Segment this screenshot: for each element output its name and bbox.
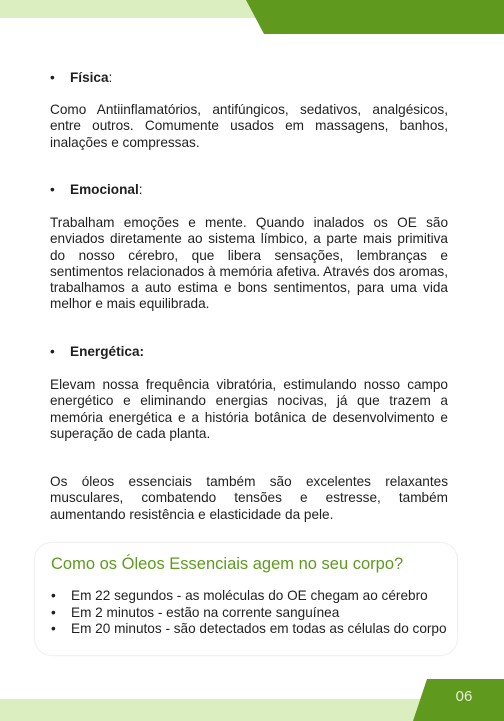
bullet-marker: • <box>51 621 56 637</box>
list-item <box>51 588 447 605</box>
section-text-fisica: Como Antiinflamatórios, antifúngicos, sedativos, analgésicos, entre outros. Comumente usados em massagens, banhos, inalações e compressas. <box>50 102 448 150</box>
page-number: 06 <box>455 688 473 705</box>
list-item-text: Em 2 minutos - estão na corrente sanguínea <box>71 604 340 620</box>
section-heading-fisica <box>50 70 112 86</box>
section-text-emocional: Trabalham emoções e mente. Quando inalados os OE são enviados diretamente ao sistema límbico, a parte mais primitiva do nosso cérebro, que libera sensações, lembranças e sentimentos relacionados à memória afetiva. Através dos aromas, trabalhamos a auto estima e bons sentimentos, para uma vida melhor e mais equilibrada. <box>50 215 448 312</box>
section-title-colon: : <box>108 70 113 85</box>
info-box <box>34 542 458 656</box>
bullet-marker: • <box>50 70 55 85</box>
info-box-title: Como os Óleos Essenciais agem no seu corpo? <box>51 555 404 573</box>
header-green-band <box>246 0 504 34</box>
list-item <box>51 621 447 638</box>
bullet-marker: • <box>51 604 56 620</box>
section-heading-emocional <box>50 182 143 198</box>
bullet-marker: • <box>51 588 56 603</box>
section-title: Energética: <box>70 344 145 359</box>
section-title-colon: : <box>138 182 143 197</box>
section-title: Física <box>70 70 109 85</box>
section-heading-energetica <box>50 344 144 360</box>
info-box-list <box>51 588 447 638</box>
footer-light-band <box>0 699 430 721</box>
section-text-energetica: Elevam nossa frequência vibratória, estimulando nosso campo energético e eliminando energias nocivas, já que trazem a memória energética e a história botânica de desenvolvimento e superação de cada planta. <box>50 377 448 441</box>
list-item-text: Em 20 minutos - são detectados em todas as células do corpo <box>71 621 447 637</box>
closing-paragraph: Os óleos essenciais também são excelentes relaxantes musculares, combatendo tensões e estresse, também aumentando resistência e elasticidade da pele. <box>50 474 448 522</box>
list-item-text: Em 22 segundos - as moléculas do OE chegam ao cérebro <box>71 588 428 603</box>
list-item <box>51 605 447 622</box>
section-title: Emocional <box>70 182 139 197</box>
bullet-marker: • <box>50 182 55 197</box>
bullet-marker: • <box>50 344 55 359</box>
